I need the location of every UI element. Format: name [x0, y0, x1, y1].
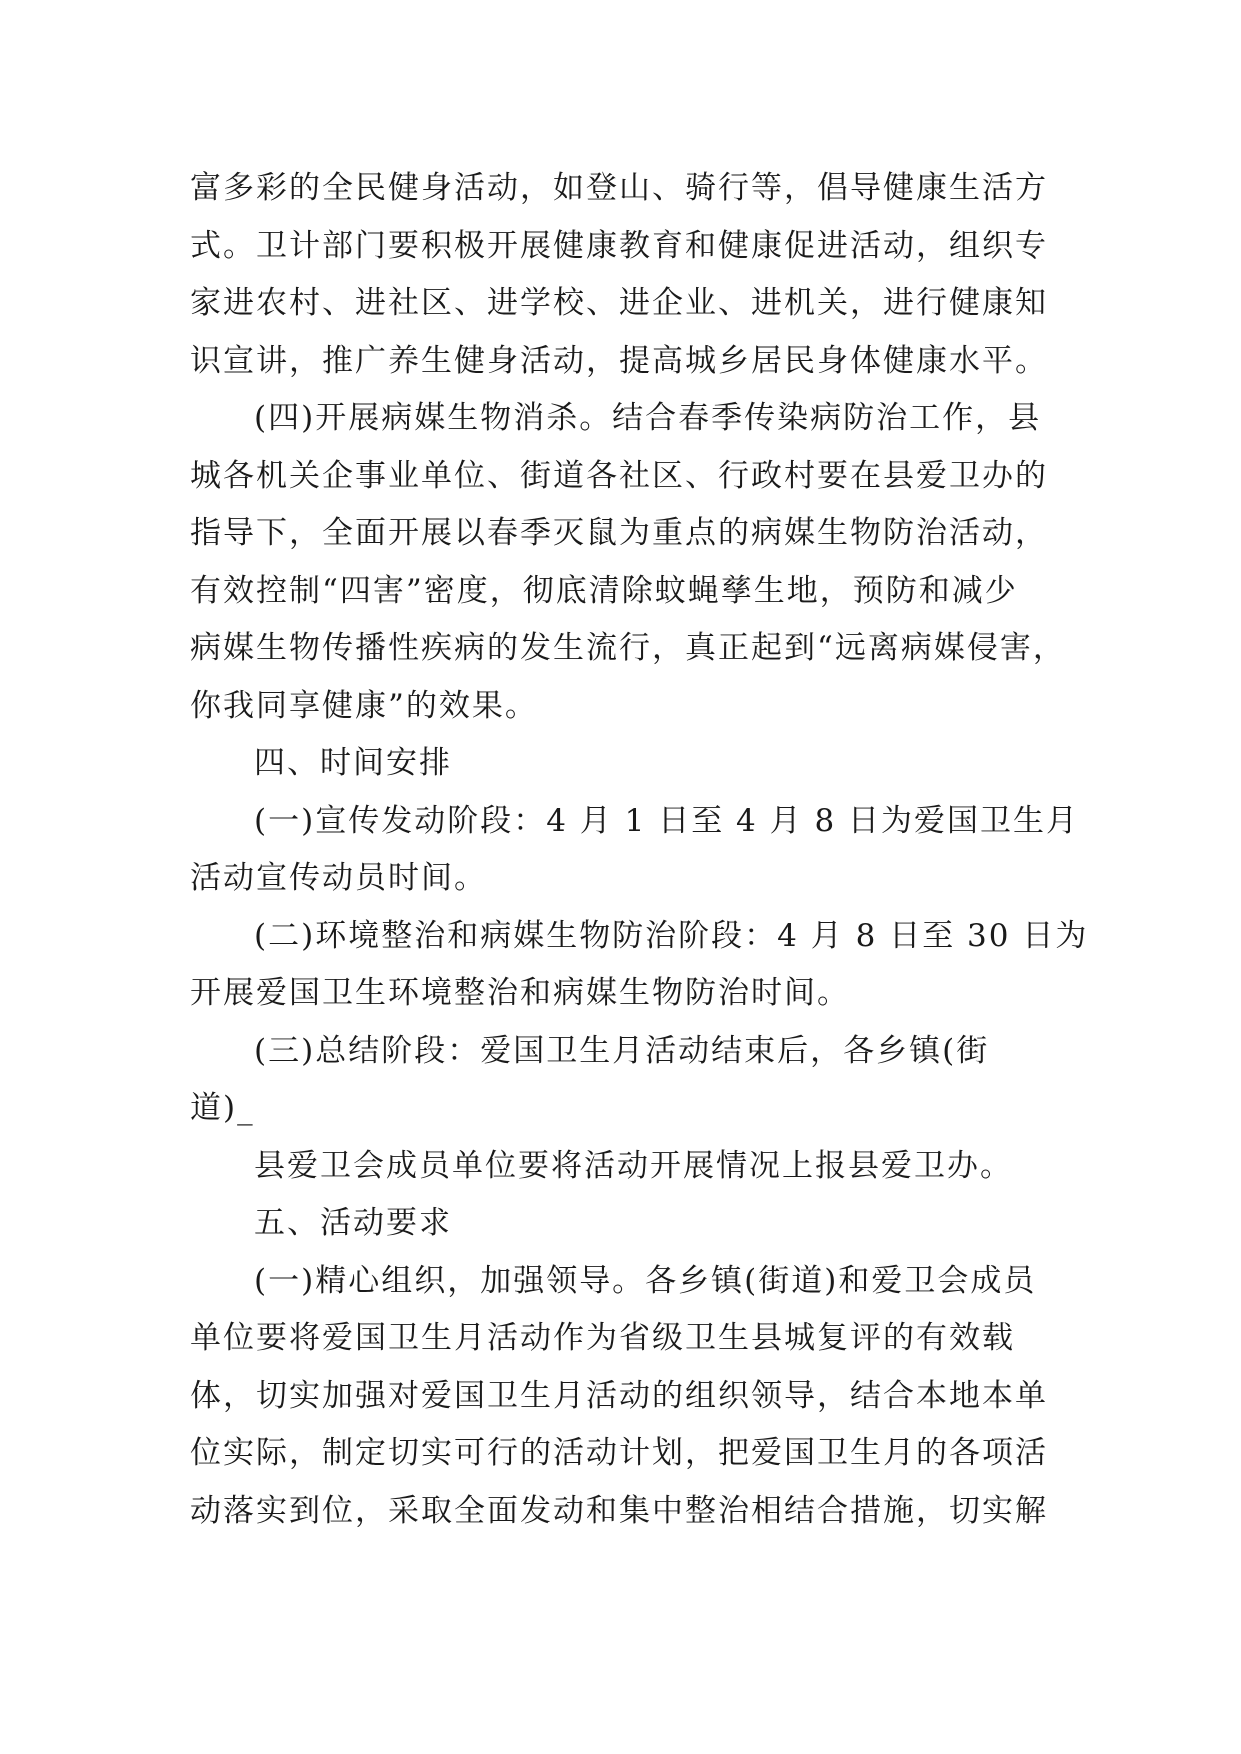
paragraph-start: (一)宣传发动阶段：4 月 1 日至 4 月 8 日为爱国卫生月 [254, 802, 1080, 839]
section-heading: 五、活动要求 [254, 1205, 452, 1241]
text-line: 位实际，制定切实可行的活动计划，把爱国卫生月的各项活 [190, 1435, 1048, 1471]
paragraph-start: (三)总结阶段：爱国卫生月活动结束后，各乡镇(街 [254, 1032, 990, 1069]
text-line: 有效控制“四害”密度，彻底清除蚊蝇孳生地，预防和减少 [190, 572, 1018, 609]
section-heading: 四、时间安排 [254, 745, 452, 781]
text-line: 病媒生物传播性疾病的发生流行，真正起到“远离病媒侵害， [190, 630, 1066, 666]
text-line: 单位要将爱国卫生月活动作为省级卫生县城复评的有效载 [190, 1320, 1015, 1356]
paragraph-start: (一)精心组织，加强领导。各乡镇(街道)和爱卫会成员 [254, 1262, 1037, 1299]
text-line: 城各机关企事业单位、街道各社区、行政村要在县爱卫办的 [190, 457, 1048, 494]
paragraph-start: (四)开展病媒生物消杀。结合春季传染病防治工作，县 [254, 400, 1042, 436]
text-line: 开展爱国卫生环境整治和病媒生物防治时间。 [190, 975, 850, 1011]
text-line: 体，切实加强对爱国卫生月活动的组织领导，结合本地本单 [190, 1377, 1048, 1414]
text-line: 识宣讲，推广养生健身活动，提高城乡居民身体健康水平。 [190, 342, 1048, 379]
document-body [190, 160, 1089, 1540]
text-line: 你我同享健康”的效果。 [190, 687, 538, 724]
paragraph-start: 县爱卫会成员单位要将活动开展情况上报县爱卫办。 [254, 1147, 1013, 1184]
text-line: 道)_ [190, 1090, 255, 1126]
text-line: 活动宣传动员时间。 [190, 860, 487, 896]
text-line: 家进农村、进社区、进学校、进企业、进机关，进行健康知 [190, 285, 1048, 321]
text-line: 式。卫计部门要积极开展健康教育和健康促进活动，组织专 [190, 227, 1048, 264]
text-line: 动落实到位，采取全面发动和集中整治相结合措施，切实解 [190, 1492, 1048, 1529]
text-line: 富多彩的全民健身活动，如登山、骑行等，倡导健康生活方 [190, 170, 1048, 206]
paragraph-start: (二)环境整治和病媒生物防治阶段：4 月 8 日至 30 日为 [254, 917, 1089, 954]
text-line: 指导下，全面开展以春季灭鼠为重点的病媒生物防治活动， [190, 515, 1048, 551]
